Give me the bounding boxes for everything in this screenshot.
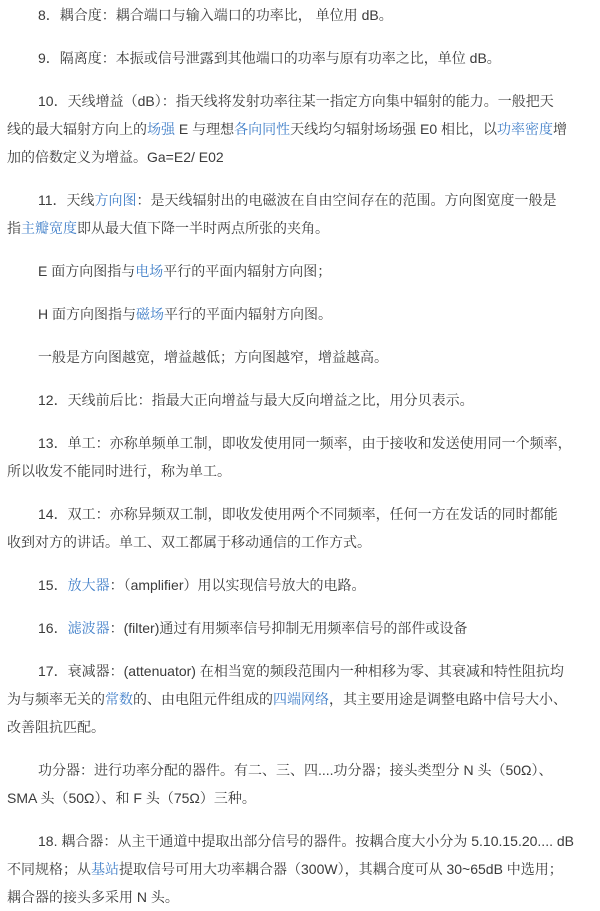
text-run: 14．双工：亦称异频双工制，即收发使用两个不同频率，任何一方在发话的同时都能: [38, 506, 558, 522]
text-run: 不同规格；从: [7, 861, 91, 877]
text-run: 11．天线: [38, 192, 95, 208]
paragraph-item-8: [7, 1, 592, 29]
text-run: 提取信号可用大功率耦合器（300W），其耦合度可从 30~65dB 中选用；: [119, 861, 563, 877]
text-line: [7, 713, 592, 741]
paragraph-item-9: [7, 44, 592, 72]
term-link[interactable]: 磁场: [136, 306, 164, 322]
term-link[interactable]: 主瓣宽度: [21, 220, 77, 236]
paragraph-item-14: [7, 500, 592, 556]
text-run: 一般是方向图越宽，增益越低；方向图越窄，增益越高。: [38, 349, 388, 365]
text-line: [7, 87, 592, 115]
text-run: ：(filter)通过有用频率信号抑制无用频率信号的部件或设备: [109, 620, 468, 636]
text-line: [7, 614, 592, 642]
text-run: 增: [553, 121, 568, 137]
term-link[interactable]: 基站: [91, 861, 119, 877]
text-line: [7, 827, 592, 855]
text-run: ：是天线辐射出的电磁波在自由空间存在的范围。方向图宽度一般是: [136, 192, 557, 208]
text-run: 18. 耦合器：从主干通道中提取出部分信号的器件。按耦合度大小分为 5.10.15.20.... dB: [38, 833, 574, 849]
paragraph-item-12: [7, 386, 592, 414]
text-run: E 面方向图指与: [38, 263, 136, 279]
paragraph-pattern-note: [7, 343, 592, 371]
text-run: 线的最大辐射方向上的: [7, 121, 147, 137]
text-line: [7, 143, 592, 171]
text-line: [7, 883, 592, 911]
text-line: [7, 115, 592, 143]
paragraph-item-17: [7, 657, 592, 741]
text-line: [7, 528, 592, 556]
text-run: 13．单工：亦称单频单工制，即收发使用同一频率，由于接收和发送使用同一个频率，: [38, 435, 572, 451]
text-line: [7, 784, 592, 812]
paragraph-item-15: [7, 571, 592, 599]
text-run: ：（amplifier）用以实现信号放大的电路。: [109, 577, 366, 593]
paragraph-h-plane: [7, 300, 592, 328]
paragraph-item-16: [7, 614, 592, 642]
text-line: [7, 457, 592, 485]
term-link[interactable]: 方向图: [94, 192, 137, 208]
text-line: [7, 685, 592, 713]
text-run: 15．: [38, 577, 68, 593]
text-line: [7, 257, 592, 285]
text-run: 10．天线增益（dB）：指天线将发射功率往某一指定方向集中辐射的能力。一般把天: [38, 93, 554, 109]
text-run: 加的倍数定义为增益。Ga=E2/ E02: [7, 149, 224, 165]
term-link[interactable]: 常数: [105, 691, 133, 707]
text-line: [7, 343, 592, 371]
text-run: 平行的平面内辐射方向图。: [164, 306, 332, 322]
paragraph-item-13: [7, 429, 592, 485]
term-link[interactable]: 功率密度: [497, 121, 554, 137]
text-line: [7, 571, 592, 599]
text-run: H 面方向图指与: [38, 306, 136, 322]
text-line: [7, 300, 592, 328]
term-link[interactable]: 电场: [135, 263, 164, 279]
text-line: [7, 500, 592, 528]
text-run: 即从最大值下降一半时两点所张的夹角。: [77, 220, 329, 236]
paragraph-splitter: [7, 756, 592, 812]
paragraph-item-18: [7, 827, 592, 911]
term-link[interactable]: 各向同性: [234, 121, 291, 137]
text-run: 天线均匀辐射场场强 E0 相比，以: [290, 121, 498, 137]
text-line: [7, 186, 592, 214]
text-run: 平行的平面内辐射方向图；: [163, 263, 332, 279]
text-line: [7, 657, 592, 685]
text-run: 改善阻抗匹配。: [7, 719, 105, 735]
text-run: SMA 头（50Ω）、和 F 头（75Ω）三种。: [7, 790, 256, 806]
text-run: 为与频率无关的: [7, 691, 105, 707]
text-run: 12．天线前后比：指最大正向增益与最大反向增益之比，用分贝表示。: [38, 392, 474, 408]
term-link[interactable]: 场强: [147, 121, 175, 137]
term-link[interactable]: 四端网络: [273, 691, 329, 707]
text-line: [7, 756, 592, 784]
text-run: ，其主要用途是调整电路中信号大小、: [329, 691, 567, 707]
text-run: E 与理想: [175, 121, 235, 137]
text-run: 的、由电阻元件组成的: [133, 691, 273, 707]
text-run: 8．耦合度：耦合端口与输入端口的功率比， 单位用 dB。: [38, 7, 393, 23]
term-link[interactable]: 放大器: [67, 577, 110, 593]
text-run: 收到对方的讲话。单工、双工都属于移动通信的工作方式。: [7, 534, 371, 550]
text-run: 16．: [38, 620, 68, 636]
text-line: [7, 386, 592, 414]
text-run: 功分器：进行功率分配的器件。有二、三、四....功分器；接头类型分 N 头（50Ω）、: [38, 762, 553, 778]
text-run: 所以收发不能同时进行，称为单工。: [7, 463, 231, 479]
text-run: 耦合器的接头多采用 N 头。: [7, 889, 179, 905]
paragraph-e-plane: [7, 257, 592, 285]
text-run: 指: [7, 220, 21, 236]
term-link[interactable]: 滤波器: [67, 620, 110, 636]
paragraph-item-10: [7, 87, 592, 171]
text-line: [7, 855, 592, 883]
text-line: [7, 44, 592, 72]
paragraph-item-11: [7, 186, 592, 242]
text-line: [7, 429, 592, 457]
text-line: [7, 214, 592, 242]
text-run: 9．隔离度：本振或信号泄露到其他端口的功率与原有功率之比，单位 dB。: [38, 50, 501, 66]
text-run: 17．衰减器：(attenuator) 在相当宽的频段范围内一种相移为零、其衰减和特性阻抗均: [38, 663, 564, 679]
text-line: [7, 1, 592, 29]
